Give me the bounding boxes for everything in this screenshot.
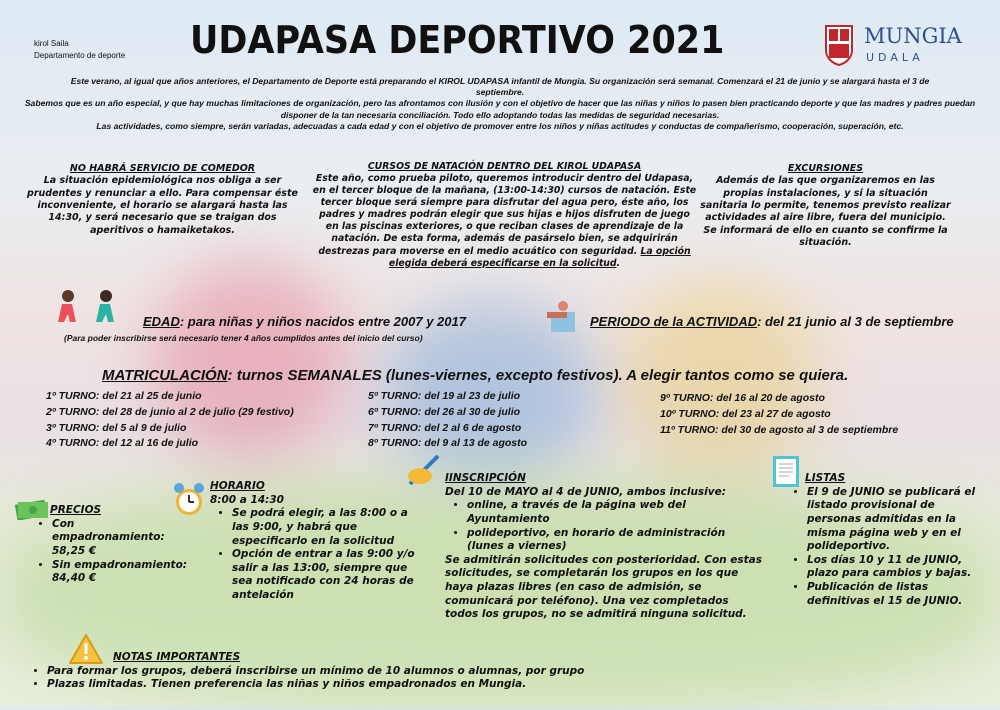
- precio-item: • Sin empadronamiento: 84,40 €: [52, 559, 190, 586]
- turno-item: 10º TURNO: del 23 al 27 de agosto: [660, 407, 831, 420]
- turno-item: 2º TURNO: del 28 de junio al 2 de julio (29 festivo): [46, 405, 294, 418]
- precio-item: • Con empadronamiento: 58,25 €: [52, 518, 190, 559]
- inscripcion-item: • online, a través de la página web del Ayuntamiento: [467, 499, 765, 526]
- listas-item: • Publicación de listas definitivas el 15 de JUNIO.: [807, 581, 985, 608]
- turno-item: 1º TURNO: del 21 al 25 de junio: [46, 390, 202, 402]
- intro-paragraph: Sabemos que es un año especial, y que hay muchas limitaciones de organización, pero las afrontamos con ilusión y con el objetivo de hacer que las niñas y niños lo pasen bien practicando deporte y que las madres y padres puedan disponer de la tan necesaria conciliación. Todo ello adoptando todas las medidas de seguridad necesarias.: [24, 98, 976, 120]
- comedor-title: NO HABRÁ SERVICIO DE COMEDOR: [69, 163, 256, 174]
- horario-item: • Se podrá elegir, a las 8:00 o a las 9:00, y habrá que especificarlo en la solicitud: [232, 507, 420, 548]
- natacion-note: La opción elegida deberá especificarse en la solicitud: [388, 245, 691, 269]
- turnos-col-1: [46, 389, 294, 452]
- natacion-end: .: [616, 257, 621, 269]
- dept-line-1: kirol Saila: [34, 39, 69, 48]
- turno-item: 5º TURNO: del 19 al 23 de julio: [368, 390, 521, 402]
- inscripcion-dates: Del 10 de MAYO al 4 de JUNIO, ambos inclusive:: [445, 485, 726, 498]
- logo-name: MUNGIA: [864, 24, 962, 48]
- excursiones-title: EXCURSIONES: [787, 163, 864, 174]
- person-calendar-icon: [545, 300, 580, 335]
- kids-exercising-icon: [48, 288, 128, 333]
- edad-text: : para niñas y niños nacidos entre 2007 y 2017: [179, 314, 466, 329]
- logo-sub: UDALA: [866, 51, 924, 64]
- horario-item: • Opción de entrar a las 9:00 y/o salir a las 13:00, siempre que sea notificado con 24 horas de antelación: [232, 548, 420, 603]
- inscripcion-item: • polideportivo, en horario de administración (lunes a viernes): [467, 527, 765, 554]
- comedor-text: La situación epidemiológica nos obliga a ser prudentes y renunciar a ello. Para compensar éste inconveniente, el horario se alargará hasta las 14:30, y será necesario que se traigan dos aperitivos o hamaiketakos.: [27, 175, 298, 236]
- horario-time: 8:00 a 14:30: [210, 493, 284, 506]
- turnos-col-2: [368, 389, 527, 452]
- periodo-text: : del 21 junio al 3 de septiembre: [757, 314, 954, 329]
- natacion-body: Este año, como prueba piloto, queremos introducir dentro del Udapasa, en el tercer bloque de la mañana, (13:00-14:30) cursos de natación. Este tercer bloque será siempre para disfrutar del agua pero, éste año, los padres y madres podrán elegir que sus hijas e hijos disfruten de juego en las piscinas exteriores, o que reciban clases de aprendizaje de la natación. De esta forma, además de pasárselo bien, se adquirirán destrezas para moverse en el medio acuático con seguridad.: [312, 173, 697, 257]
- periodo-line: [590, 314, 954, 329]
- page-title: UDAPASA DEPORTIVO 2021: [190, 18, 725, 62]
- coat-of-arms-icon: [824, 24, 854, 66]
- turnos-col-3: [660, 391, 898, 438]
- turno-item: 9º TURNO: del 16 al 20 de agosto: [660, 392, 825, 404]
- edad-note: (Para poder inscribirse será necesario tener 4 años cumplidos antes del inicio del curso): [64, 333, 423, 343]
- horario-title: HORARIO: [210, 480, 265, 492]
- listas-item: • Los días 10 y 11 de JUNIO, plazo para cambios y bajas.: [807, 554, 985, 581]
- precios-title: PRECIOS: [50, 504, 102, 516]
- dept-line-2: Departamento de deporte: [34, 51, 126, 60]
- mungia-logo: [824, 24, 974, 68]
- inscripcion-text: Se admitirán solicitudes con posterioridad. Con estas solicitudes, se completarán los grupos en los que haya plazas libres (en caso de admisión, se comunicará por teléfono). Una vez completados todos los grupos, no se admitirá ninguna solicitud.: [445, 553, 763, 621]
- comedor-section: [25, 163, 300, 237]
- excursiones-section: [698, 163, 953, 249]
- department-label: [34, 38, 125, 62]
- notas-title: NOTAS IMPORTANTES: [113, 651, 241, 663]
- listas-title: LISTAS: [805, 472, 846, 484]
- intro-paragraph: Las actividades, como siempre, serán variadas, adecuadas a cada edad y con el objetivo de promover entre los niños y niñas actitudes y conductas de compañerismo, cooperación, superación, etc.: [96, 120, 904, 131]
- edad-label: EDAD: [143, 314, 180, 329]
- periodo-label: PERIODO de la ACTIVIDAD: [590, 314, 758, 329]
- natacion-text: [312, 173, 697, 270]
- listas-section: [785, 472, 985, 608]
- nota-item: • Plazas limitadas. Tienen preferencia las niñas y niños empadronados en Mungia.: [47, 678, 585, 692]
- alarm-clock-icon: [172, 482, 206, 518]
- matriculacion-line: [102, 367, 848, 384]
- precios-section: [30, 504, 190, 586]
- turno-item: 4º TURNO: del 12 al 16 de julio: [46, 437, 199, 450]
- horario-section: [210, 480, 420, 603]
- nota-item: • Para formar los grupos, deberá inscribirse un mínimo de 10 alumnos o alumnas, por grupo: [47, 665, 585, 679]
- excursiones-text: Además de las que organizaremos en las propias instalaciones, y si la situación sanitaria lo permite, tenemos previsto realizar actividades al aire libre, fuera del municipio. Se informará de ello en cuanto se confirme la situación.: [700, 175, 951, 249]
- natacion-section: [312, 161, 697, 270]
- listas-item: • El 9 de JUNIO se publicará el listado provisional de personas admitidas en la misma página web y en el polideportivo.: [807, 486, 985, 554]
- natacion-title: CURSOS DE NATACIÓN DENTRO DEL KIROL UDAPASA: [367, 161, 642, 172]
- turno-item: 3º TURNO: del 5 al 9 de julio: [46, 421, 187, 434]
- turno-item: 6º TURNO: del 26 al 30 de julio: [368, 405, 521, 418]
- notas-section: [25, 651, 585, 692]
- matriculacion-label: MATRICULACIÓN: [102, 367, 228, 384]
- intro-text: [12, 76, 988, 132]
- turno-item: 7º TURNO: del 2 al 6 de agosto: [368, 421, 522, 434]
- inscripcion-section: [445, 472, 765, 622]
- turno-item: 11º TURNO: del 30 de agosto al 3 de septiembre: [660, 423, 899, 436]
- matriculacion-text: : turnos SEMANALES (lunes-viernes, excepto festivos). A elegir tantos como se quiera.: [227, 367, 849, 384]
- writing-hand-icon: [404, 452, 444, 488]
- edad-line: [143, 314, 466, 329]
- turno-item: 8º TURNO: del 9 al 13 de agosto: [368, 437, 528, 450]
- inscripcion-title: IINSCRIPCIÓN: [445, 472, 526, 484]
- intro-paragraph: Este verano, al igual que años anteriores, el Departamento de Deporte está preparando el KIROL UDAPASA infantil de Mungia. Su organización será semanal. Comenzará el 21 de junio y se alargará hasta el 3 de septiembre.: [70, 76, 930, 98]
